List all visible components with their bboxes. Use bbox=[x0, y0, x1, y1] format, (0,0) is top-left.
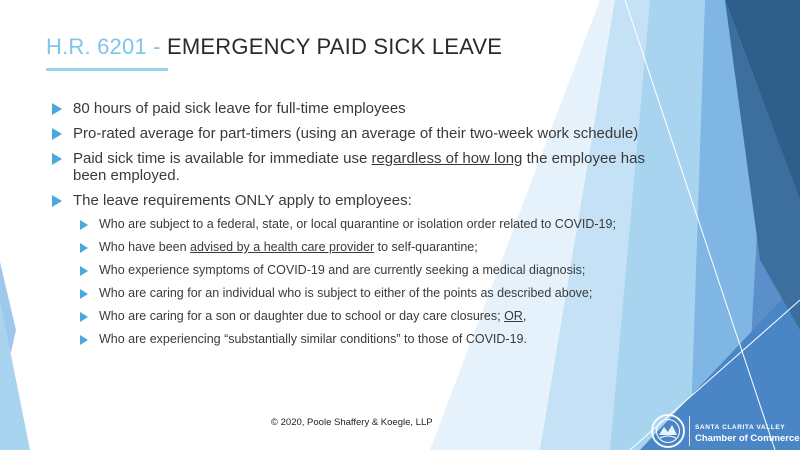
sub-bullet-text: Who are experiencing “substantially similar conditions” to those of COVID-19. bbox=[99, 332, 527, 346]
bullet-arrow-icon bbox=[52, 153, 62, 165]
sub-bullet-text-before: Who are caring for a son or daughter due to school or day care closures; bbox=[99, 309, 505, 323]
bullet-text-after: the employee has been employed. bbox=[73, 150, 645, 184]
sub-bullet-arrow-icon bbox=[80, 335, 88, 345]
bullet-text: 80 hours of paid sick leave for full-time employees bbox=[73, 100, 406, 117]
title-prefix: H.R. 6201 - bbox=[46, 34, 168, 59]
bullet-item bbox=[50, 192, 650, 209]
bullet-text-before: Paid sick time is available for immediate use bbox=[73, 150, 372, 167]
page-title bbox=[46, 34, 502, 60]
sub-bullet-item bbox=[50, 217, 650, 232]
sub-bullet-text-after: to self-quarantine; bbox=[374, 240, 478, 254]
sub-bullet-item bbox=[50, 286, 650, 301]
bullet-item bbox=[50, 150, 650, 184]
sub-bullet-item bbox=[50, 332, 650, 347]
bullet-item bbox=[50, 100, 650, 117]
sub-bullet-arrow-icon bbox=[80, 243, 88, 253]
bullet-item bbox=[50, 125, 650, 142]
bullet-arrow-icon bbox=[52, 103, 62, 115]
sub-bullet-text-underlined: advised by a health care provider bbox=[190, 240, 375, 254]
logo-divider bbox=[689, 416, 690, 446]
sub-bullet-text-underlined: OR bbox=[504, 309, 523, 323]
sub-bullet-item bbox=[50, 240, 650, 255]
bullet-text: Pro-rated average for part-timers (using an average of their two-week work schedule) bbox=[73, 125, 639, 142]
sub-bullet-item bbox=[50, 309, 650, 324]
sub-bullet-arrow-icon bbox=[80, 266, 88, 276]
sub-bullet-text-after: , bbox=[522, 309, 527, 323]
copyright-footer: © 2020, Poole Shaffery & Koegle, LLP bbox=[271, 417, 433, 428]
sub-bullet-arrow-icon bbox=[80, 312, 88, 322]
bullet-list bbox=[50, 100, 650, 355]
logo-text-line2: Chamber of Commerce bbox=[695, 433, 800, 444]
sub-bullet-text: Who are subject to a federal, state, or local quarantine or isolation order related to COVID-19; bbox=[99, 217, 616, 231]
sub-bullet-arrow-icon bbox=[80, 289, 88, 299]
sub-bullet-text-before: Who have been bbox=[99, 240, 191, 254]
sub-bullet-item bbox=[50, 263, 650, 278]
bullet-arrow-icon bbox=[52, 195, 62, 207]
title-main: EMERGENCY PAID SICK LEAVE bbox=[167, 34, 503, 59]
bullet-text-underlined: regardless of how long bbox=[371, 150, 523, 167]
logo-text-line1: SANTA CLARITA VALLEY bbox=[695, 424, 786, 431]
chamber-seal-icon bbox=[650, 413, 686, 449]
sub-bullet-text: Who are caring for an individual who is subject to either of the points as described above; bbox=[99, 286, 593, 300]
sub-bullet-arrow-icon bbox=[80, 220, 88, 230]
title-underline bbox=[46, 68, 168, 71]
bullet-text: The leave requirements ONLY apply to employees: bbox=[73, 192, 412, 209]
bullet-arrow-icon bbox=[52, 128, 62, 140]
sub-bullet-text: Who experience symptoms of COVID-19 and are currently seeking a medical diagnosis; bbox=[99, 263, 586, 277]
